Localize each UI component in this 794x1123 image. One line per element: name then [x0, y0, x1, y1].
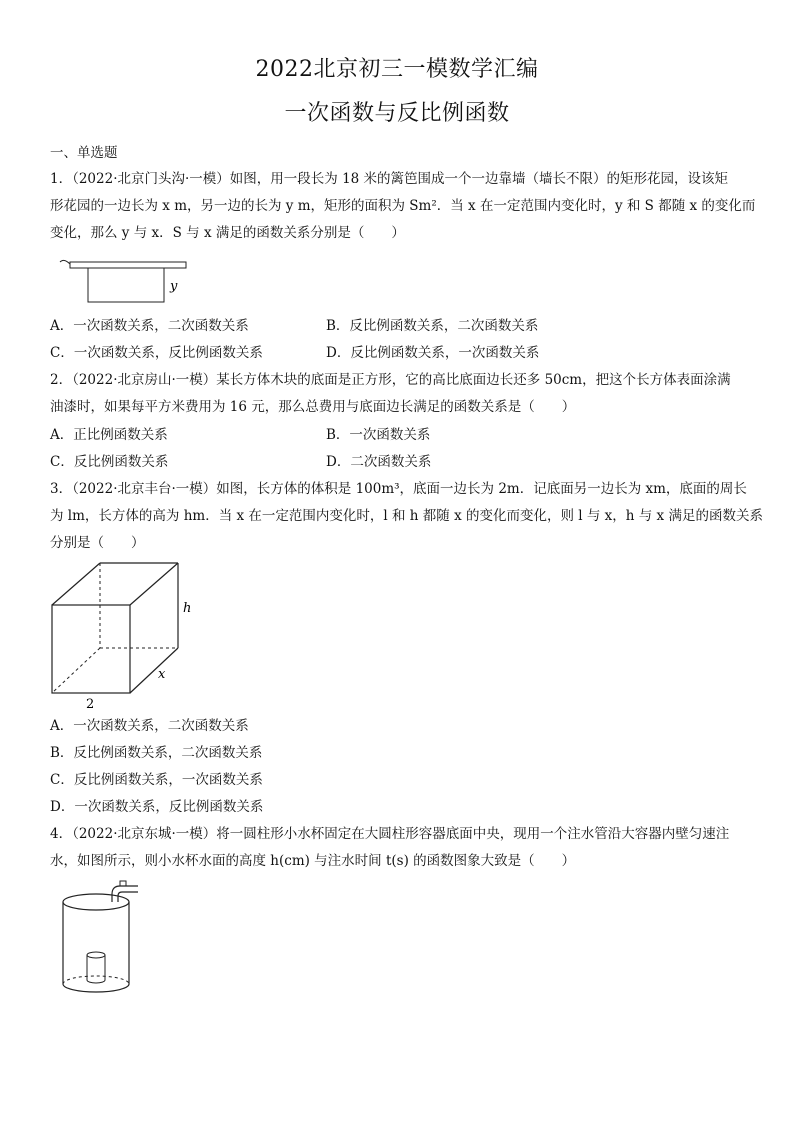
q1-line-1: 1．（2022·北京门头沟·一模）如图，用一段长为 18 米的篱笆围成一个一边靠墙（墙长不限）的矩形花园，设该矩 — [50, 171, 729, 187]
q1-option-d[interactable]: D．反比例函数关系，一次函数关系 — [326, 345, 540, 361]
section-heading: 一、单选题 — [50, 145, 118, 161]
q2-option-a[interactable]: A．正比例函数关系 — [50, 427, 168, 443]
q1-option-b[interactable]: B．反比例函数关系，二次函数关系 — [326, 318, 539, 334]
q2-option-d[interactable]: D．二次函数关系 — [326, 454, 432, 470]
q4-line-2: 水，如图所示，则小水杯水面的高度 h(cm) 与注水时间 t(s) 的函数图象大致是（ ） — [50, 853, 576, 869]
q1-line-3: 变化，那么 y 与 x．S 与 x 满足的函数关系分别是（ ） — [50, 225, 405, 241]
q2-line-2: 油漆时，如果每平方米费用为 16 元，那么总费用与底面边长满足的函数关系是（ ） — [50, 399, 576, 415]
q4-line-1: 4．（2022·北京东城·一模）将一圆柱形小水杯固定在大圆柱形容器底面中央，现用一个注水管沿大容器内壁匀速注 — [50, 826, 730, 842]
q3-fig-label-2: 2 — [86, 697, 95, 712]
q1-option-a[interactable]: A．一次函数关系，二次函数关系 — [50, 318, 249, 334]
q3-cuboid-figure — [48, 560, 198, 712]
q3-line-2: 为 lm，长方体的高为 hm．当 x 在一定范围内变化时，l 和 h 都随 x 的变化而变化，则 l 与 x，h 与 x 满足的函数关系 — [50, 508, 763, 524]
q2-line-1: 2．（2022·北京房山·一模）某长方体木块的底面是正方形，它的高比底面边长还多 50cm，把这个长方体表面涂满 — [50, 372, 731, 388]
q4-container-figure — [56, 880, 156, 1002]
q3-fig-label-h: h — [183, 601, 192, 616]
page-title: 2022北京初三一模数学汇编 — [255, 57, 539, 82]
q3-line-1: 3．（2022·北京丰台·一模）如图，长方体的体积是 100m³，底面一边长为 2m．记底面另一边长为 xm，底面的周长 — [50, 481, 747, 497]
q3-option-b[interactable]: B．反比例函数关系，二次函数关系 — [50, 745, 263, 761]
q1-garden-figure — [58, 256, 198, 308]
q1-line-2: 形花园的一边长为 x m，另一边的长为 y m，矩形的面积为 Sm²．当 x 在一定范围内变化时，y 和 S 都随 x 的变化而 — [50, 198, 756, 214]
q3-option-a[interactable]: A．一次函数关系，二次函数关系 — [50, 718, 249, 734]
q1-fig-label-y: y — [170, 279, 178, 294]
q3-fig-label-x: x — [158, 667, 166, 682]
q3-option-c[interactable]: C．反比例函数关系，一次函数关系 — [50, 772, 263, 788]
q3-line-3: 分别是（ ） — [50, 535, 145, 551]
q3-option-d[interactable]: D．一次函数关系，反比例函数关系 — [50, 799, 264, 815]
q2-option-c[interactable]: C．反比例函数关系 — [50, 454, 169, 470]
q2-option-b[interactable]: B．一次函数关系 — [326, 427, 431, 443]
page-subtitle: 一次函数与反比例函数 — [284, 101, 510, 126]
q1-option-c[interactable]: C．一次函数关系，反比例函数关系 — [50, 345, 263, 361]
